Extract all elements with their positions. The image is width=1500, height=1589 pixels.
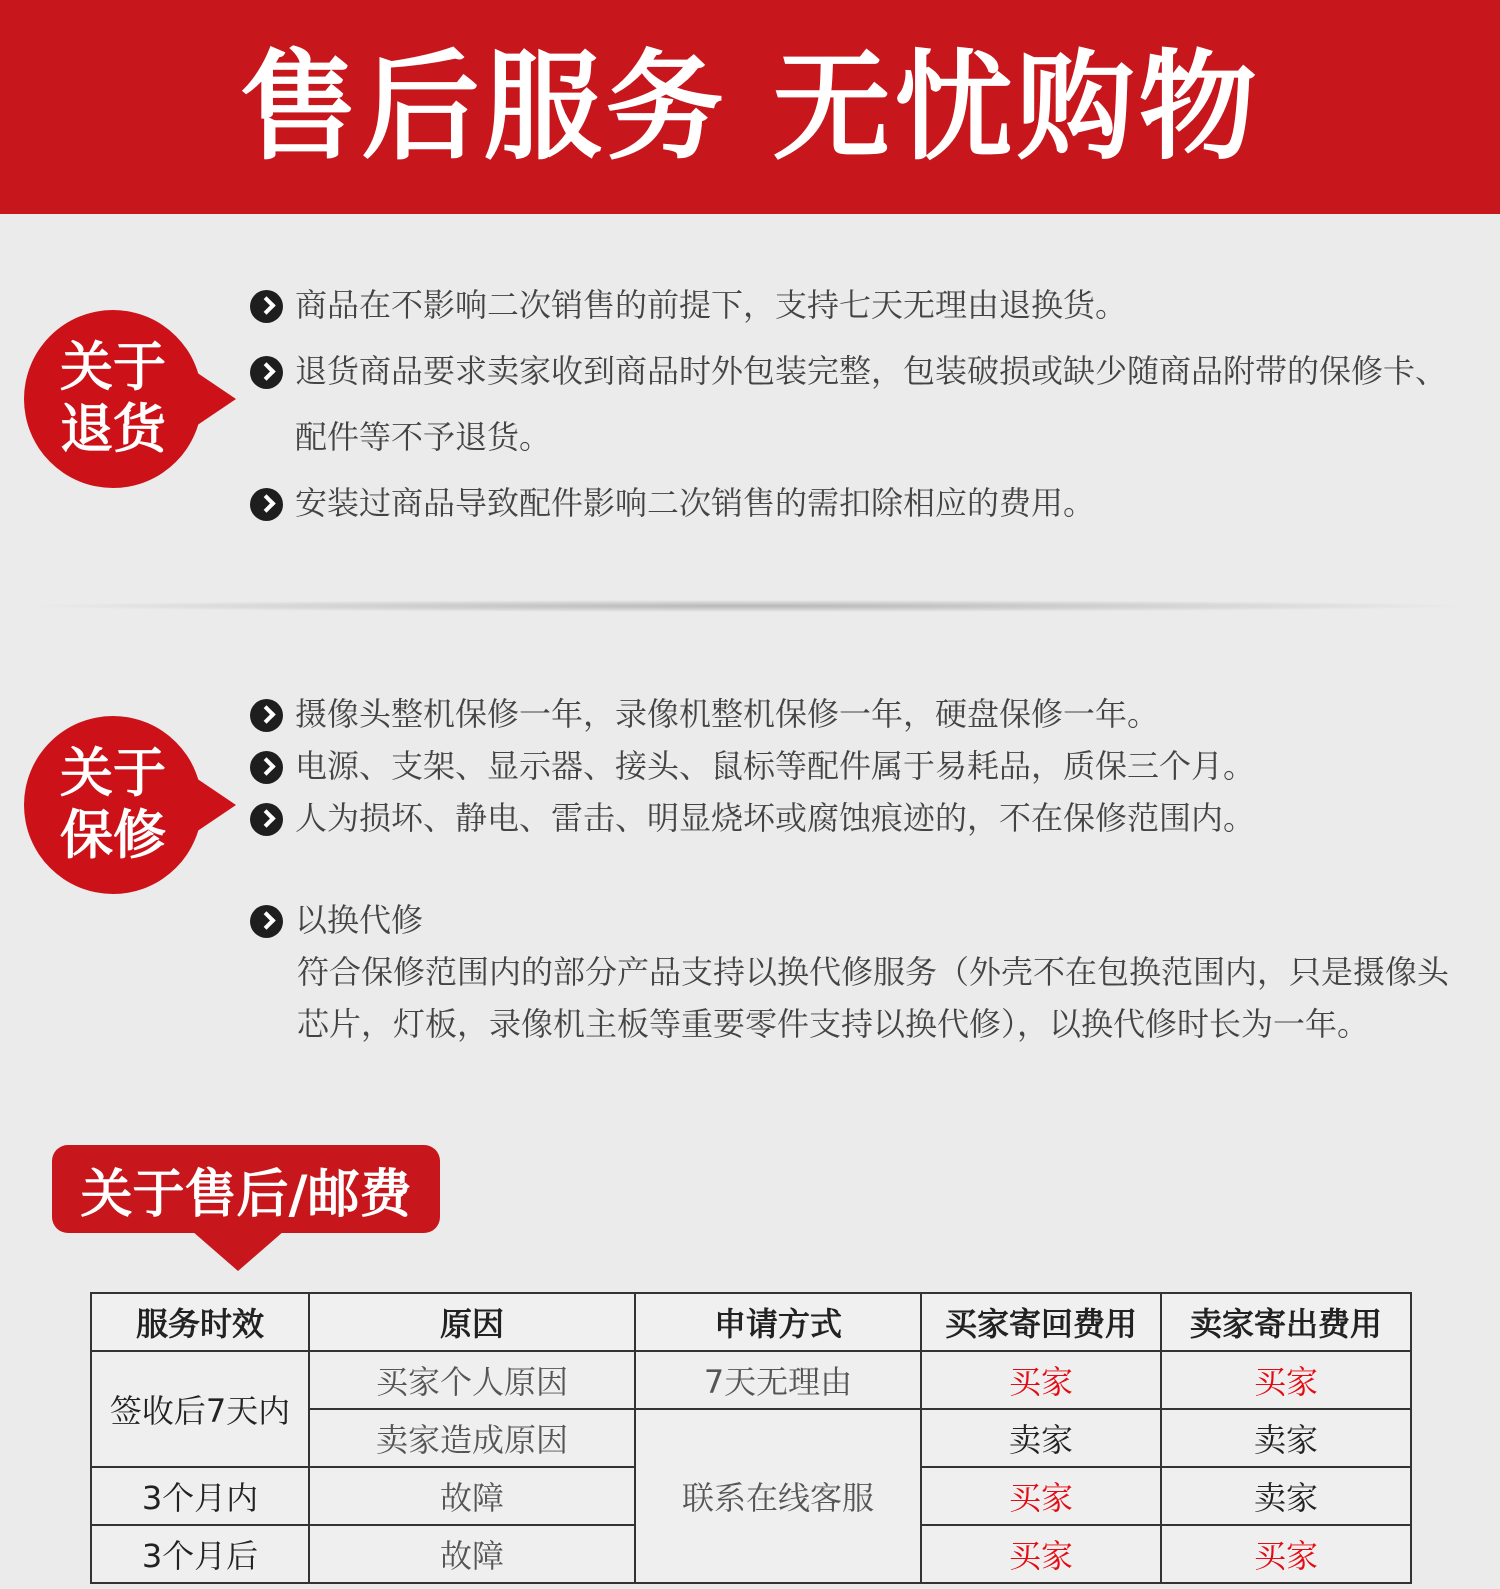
buyer-return-cell: 买家 xyxy=(921,1351,1161,1409)
table-row xyxy=(91,1351,1411,1409)
returns-item xyxy=(250,272,1460,338)
returns-item-text: 商品在不影响二次销售的前提下，支持七天无理由退换货。 xyxy=(295,286,1128,324)
replace-repair-heading xyxy=(250,894,1460,946)
warranty-badge xyxy=(24,716,202,894)
warranty-badge-line1: 关于 xyxy=(60,743,166,804)
fees-section-label xyxy=(52,1145,440,1233)
arrow-right-icon xyxy=(250,290,283,323)
column-header: 卖家寄出费用 xyxy=(1161,1293,1411,1351)
arrow-right-icon xyxy=(250,356,283,389)
fees-section-title: 关于售后/邮费 xyxy=(80,1164,412,1225)
method-cell: 7天无理由 xyxy=(635,1351,921,1409)
seller-send-cell: 买家 xyxy=(1161,1525,1411,1583)
column-header: 买家寄回费用 xyxy=(921,1293,1161,1351)
warranty-item-text: 摄像头整机保修一年，录像机整机保修一年，硬盘保修一年。 xyxy=(295,695,1160,733)
period-cell: 3个月内 xyxy=(91,1467,309,1525)
returns-item-text: 退货商品要求卖家收到商品时外包装完整，包装破损或缺少随商品附带的保修卡、配件等不予退货。 xyxy=(295,352,1448,456)
method-cell: 联系在线客服 xyxy=(635,1409,921,1583)
warranty-badge-line2: 保修 xyxy=(60,805,166,866)
arrow-right-icon xyxy=(250,699,283,732)
arrow-right-icon xyxy=(250,905,283,938)
arrow-right-icon xyxy=(250,751,283,784)
returns-item xyxy=(250,338,1460,470)
period-cell: 3个月后 xyxy=(91,1525,309,1583)
reason-cell: 故障 xyxy=(309,1467,635,1525)
returns-badge-line1: 关于 xyxy=(60,337,166,398)
table-header-row xyxy=(91,1293,1411,1351)
warranty-item-text: 电源、支架、显示器、接头、鼠标等配件属于易耗品，质保三个月。 xyxy=(295,747,1256,785)
column-header: 申请方式 xyxy=(635,1293,921,1351)
column-header: 服务时效 xyxy=(91,1293,309,1351)
seller-send-cell: 卖家 xyxy=(1161,1409,1411,1467)
returns-badge xyxy=(24,310,202,488)
returns-badge-line2: 退货 xyxy=(60,399,166,460)
buyer-return-cell: 买家 xyxy=(921,1525,1161,1583)
returns-item xyxy=(250,470,1460,536)
arrow-right-icon xyxy=(250,803,283,836)
buyer-return-cell: 买家 xyxy=(921,1467,1161,1525)
seller-send-cell: 买家 xyxy=(1161,1351,1411,1409)
replace-repair-title: 以换代修 xyxy=(295,901,424,939)
reason-cell: 卖家造成原因 xyxy=(309,1409,635,1467)
reason-cell: 买家个人原因 xyxy=(309,1351,635,1409)
column-header: 原因 xyxy=(309,1293,635,1351)
period-cell: 签收后7天内 xyxy=(91,1351,309,1467)
warranty-item xyxy=(250,740,1460,792)
seller-send-cell: 卖家 xyxy=(1161,1467,1411,1525)
page-title: 售后服务 无忧购物 xyxy=(239,38,1261,176)
warranty-item xyxy=(250,688,1460,740)
warranty-item xyxy=(250,792,1460,844)
fees-table xyxy=(90,1292,1412,1584)
warranty-item-text: 人为损坏、静电、雷击、明显烧坏或腐蚀痕迹的，不在保修范围内。 xyxy=(295,799,1256,837)
reason-cell: 故障 xyxy=(309,1525,635,1583)
arrow-right-icon xyxy=(250,488,283,521)
section-divider xyxy=(40,600,1460,612)
header-banner xyxy=(0,0,1500,214)
replace-repair-text: 符合保修范围内的部分产品支持以换代修服务（外壳不在包换范围内，只是摄像头芯片，灯板，录像机主板等重要零件支持以换代修），以换代修时长为一年。 xyxy=(297,953,1450,1043)
returns-item-text: 安装过商品导致配件影响二次销售的需扣除相应的费用。 xyxy=(295,484,1096,522)
buyer-return-cell: 卖家 xyxy=(921,1409,1161,1467)
